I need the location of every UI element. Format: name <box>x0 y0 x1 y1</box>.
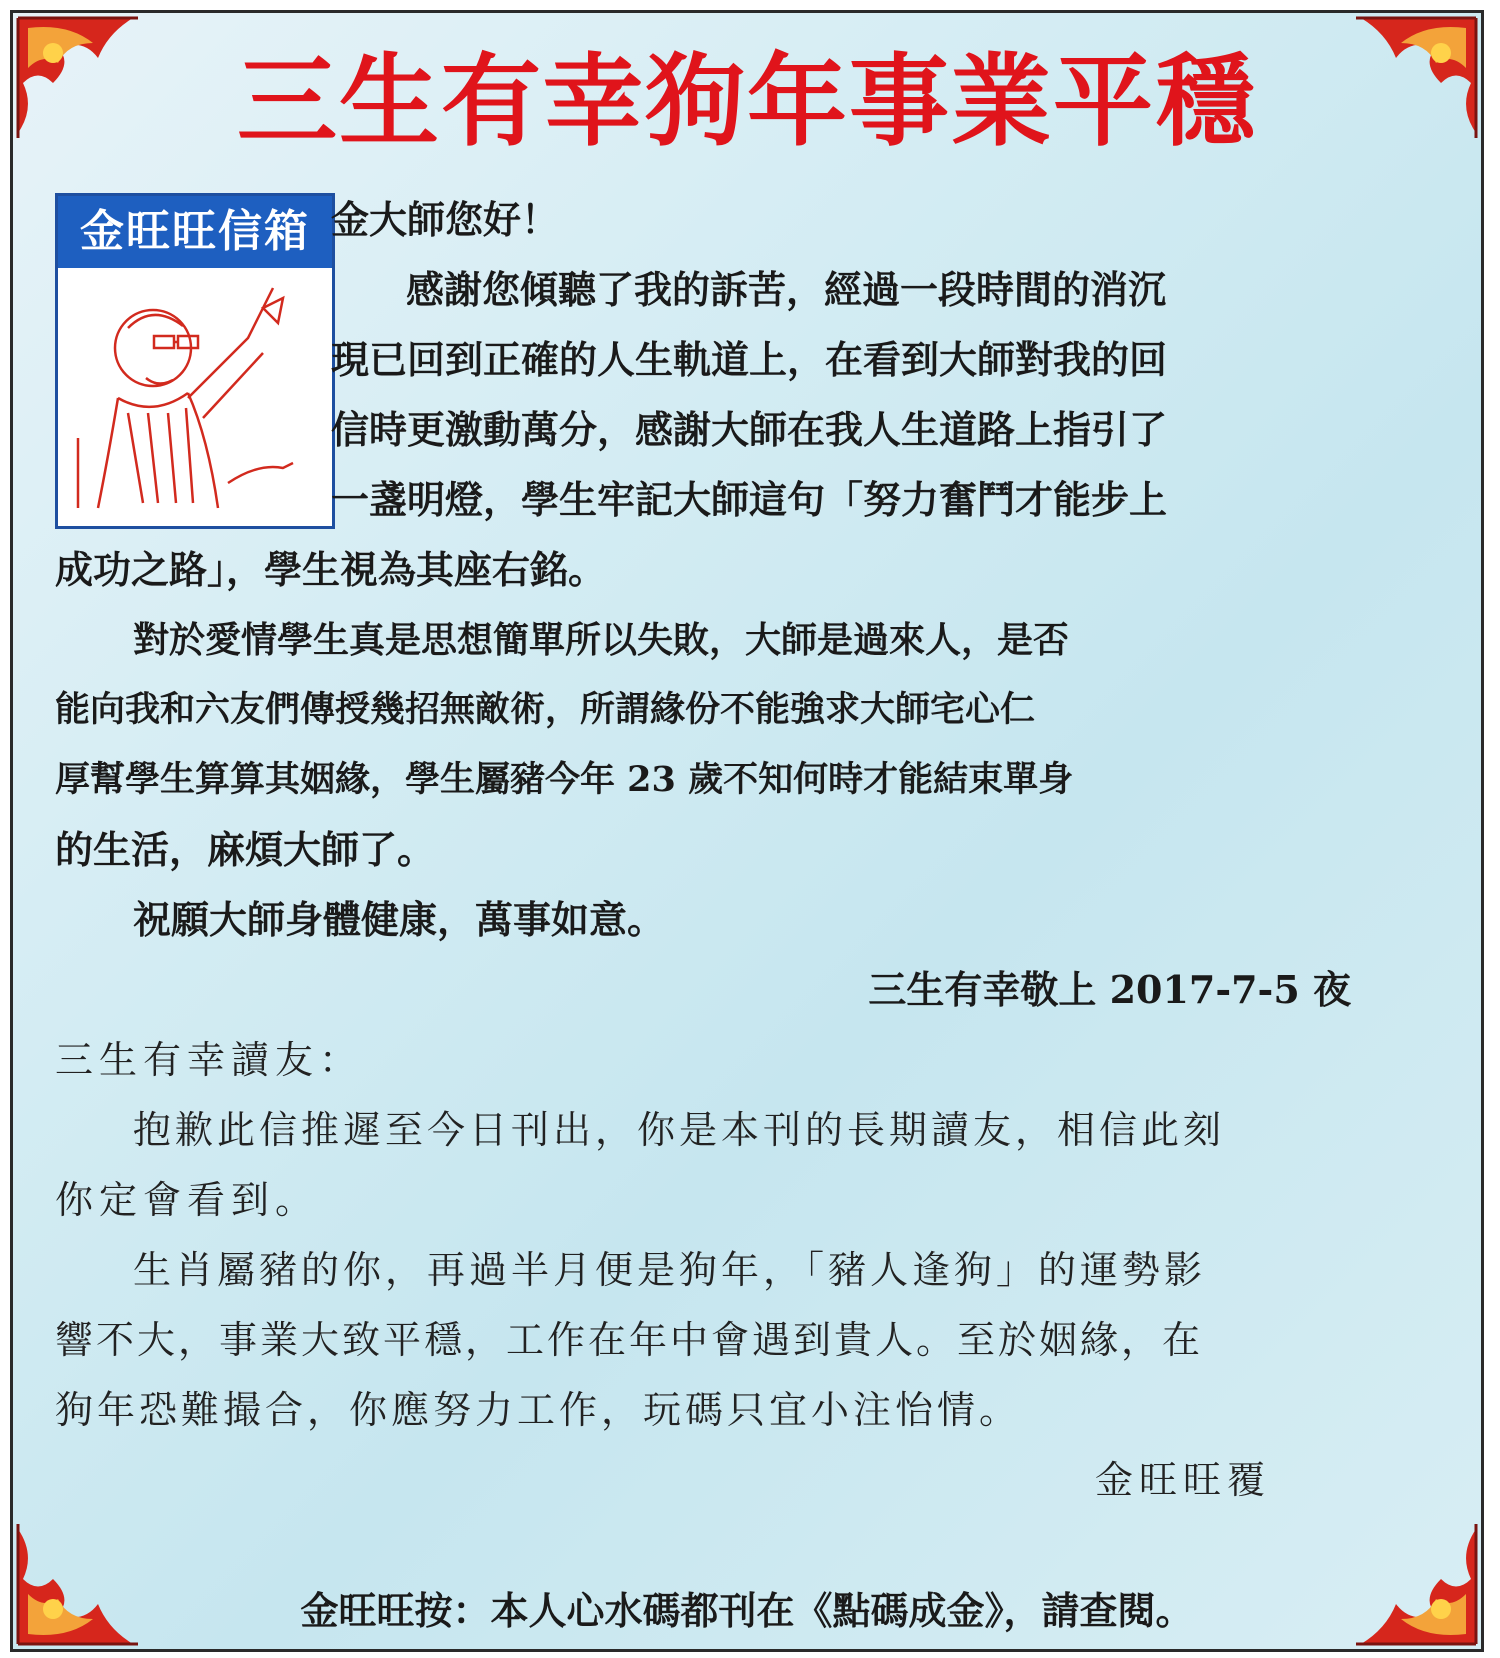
letter-greeting: 金大師您好！ <box>331 197 560 242</box>
reply-line: 你定會看到。 <box>55 1178 320 1222</box>
reply-salutation: 三生有幸讀友： <box>55 1038 364 1082</box>
letter-signature: 三生有幸敬上 2017-7-5 夜 <box>868 967 1351 1012</box>
letter-line: 厚幫學生算算其姻緣，學生屬豬今年 23 歲不知何時才能結束單身 <box>55 759 1074 800</box>
letter-line: 一盞明燈，學生牢記大師這句「努力奮鬥才能步上 <box>331 477 1168 522</box>
letter-line: 祝願大師身體健康，萬事如意。 <box>133 897 666 942</box>
reply-signature: 金旺旺覆 <box>1094 1458 1271 1502</box>
reply-line: 狗年恐難撮合，你應努力工作，玩碼只宜小注怡情。 <box>55 1388 1022 1432</box>
letter-line: 感謝您傾聽了我的訴苦，經過一段時間的消沉 <box>406 267 1167 312</box>
letter-line: 能向我和六友們傳授幾招無敵術，所謂緣份不能強求大師宅心仁 <box>55 689 1036 730</box>
footer-note: 金旺旺按：本人心水碼都刊在《點碼成金》，請查閱。 <box>300 1589 1194 1633</box>
letter-line: 的生活，麻煩大師了。 <box>55 827 436 872</box>
column-badge-label: 金旺旺信箱 <box>58 196 332 268</box>
columnist-illustration <box>58 268 332 526</box>
letter-line: 對於愛情學生真是思想簡單所以失敗，大師是過來人，是否 <box>133 619 1070 661</box>
reply-line: 抱歉此信推遲至今日刊出，你是本刊的長期讀友，相信此刻 <box>133 1108 1226 1152</box>
reply-line: 響不大，事業大致平穩，工作在年中會遇到貴人。至於姻緣，在 <box>55 1318 1204 1362</box>
headline: 三生有幸狗年事業平穩 <box>237 42 1257 160</box>
letter-line: 現已回到正確的人生軌道上，在看到大師對我的回 <box>331 337 1168 382</box>
article-frame <box>10 10 1484 1652</box>
letter-line: 成功之路」，學生視為其座右銘。 <box>55 547 607 592</box>
column-badge <box>55 193 335 529</box>
reply-line: 生肖屬豬的你，再過半月便是狗年，「豬人逢狗」的運勢影 <box>133 1248 1207 1292</box>
letter-line: 信時更激動萬分，感謝大師在我人生道路上指引了 <box>331 407 1168 452</box>
